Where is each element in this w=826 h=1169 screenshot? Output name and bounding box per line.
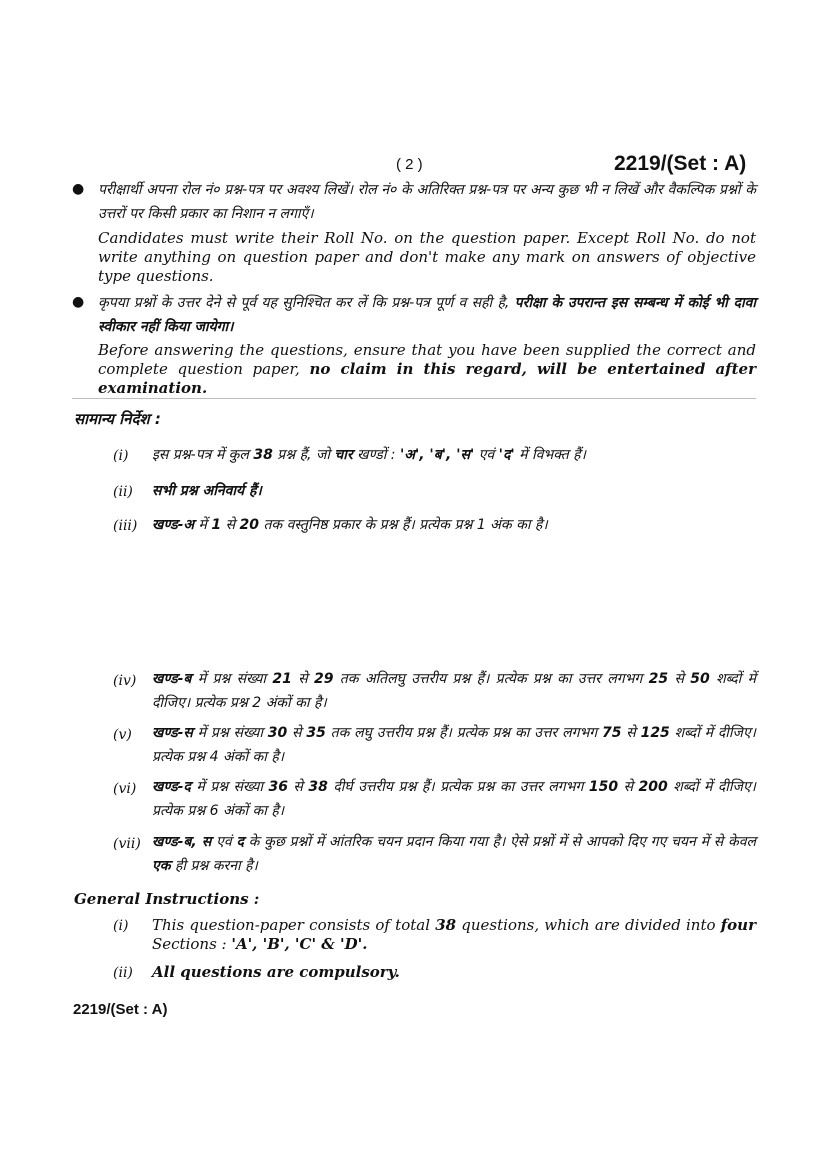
samanya-num-4: (iv)	[113, 673, 137, 689]
text: तक अतिलघु उत्तरीय प्रश्न हैं। प्रत्येक प्रश्न का उत्तर लगभग	[333, 671, 649, 687]
note-1-hindi: परीक्षार्थी अपना रोल नं० प्रश्न-पत्र पर अवश्य लिखें। रोल नं० के अतिरिक्त प्रश्न-पत्र पर अन्य कुछ भी न लिखें और वैकल्पिक प्रश्नों के उत्तरों पर किसी प्रकार का निशान न लगाएँ।	[98, 182, 756, 222]
paper-code-footer: 2219/(Set : A)	[73, 1001, 168, 1018]
text: द	[236, 834, 244, 850]
text: Sections :	[152, 935, 232, 953]
text: 125	[640, 725, 670, 741]
text: 150	[588, 779, 619, 795]
text: प्रश्न हैं, जो	[272, 447, 335, 463]
general-num-2: (ii)	[113, 965, 133, 981]
text: 75	[602, 725, 622, 741]
text: शब्दों में दीजिए। प्रत्येक प्रश्न 6 अंकों का है।	[152, 779, 756, 819]
text: दीर्घ उत्तरीय प्रश्न हैं। प्रत्येक प्रश्न का उत्तर लगभग	[327, 779, 589, 795]
text: 1	[211, 517, 222, 533]
samanya-item-1	[152, 443, 756, 467]
samanya-item-4	[152, 667, 756, 715]
text: 38	[308, 779, 328, 795]
text: 30	[267, 725, 288, 741]
samanya-item-3	[152, 513, 756, 537]
text: में प्रश्न संख्या	[192, 725, 268, 741]
samanya-heading: सामान्य निर्देश :	[74, 410, 161, 428]
text: से	[618, 779, 639, 795]
text: से	[621, 725, 641, 741]
text: 21	[272, 671, 292, 687]
text: से	[221, 517, 240, 533]
text: खण्ड-स	[152, 725, 193, 741]
text: 25	[648, 671, 669, 687]
text: में प्रश्न संख्या	[190, 779, 269, 795]
text: 36	[268, 779, 288, 795]
text: में प्रश्न संख्या	[191, 671, 273, 687]
text: सभी प्रश्न अनिवार्य हैं।	[152, 483, 262, 499]
text: questions, which are divided into	[456, 916, 721, 934]
note-2-english-text: Before answering the questions, ensure that you have been supplied the correct and complete question paper,	[98, 341, 756, 378]
text: खण्ड-ब	[152, 671, 192, 687]
paper-code-header: 2219/(Set : A)	[614, 152, 747, 175]
text: से	[287, 725, 307, 741]
divider	[72, 398, 756, 399]
text: 'A', 'B', 'C' & 'D'.	[231, 935, 368, 953]
samanya-item-2	[152, 479, 756, 503]
text: खण्डों :	[352, 447, 400, 463]
samanya-num-1: (i)	[113, 448, 129, 464]
note-2-hindi	[98, 291, 756, 339]
samanya-item-6	[152, 775, 756, 823]
note-2-hindi-text: कृपया प्रश्नों के उत्तर देने से पूर्व यह सुनिश्चित कर लें कि प्रश्न-पत्र पूर्ण व सही है,	[98, 295, 515, 311]
text: तक वस्तुनिष्ठ प्रकार के प्रश्न हैं। प्रत्येक प्रश्न 1 अंक का है।	[259, 517, 548, 533]
text: में	[194, 517, 212, 533]
text: 'द'	[498, 447, 515, 463]
bullet-1: ●	[72, 181, 85, 197]
note-2-english-bold: no claim in this regard, will be entertained after examination.	[98, 360, 756, 397]
text: 'अ', 'ब', 'स'	[399, 447, 475, 463]
general-item-1	[152, 916, 756, 954]
samanya-num-5: (v)	[113, 727, 132, 743]
text: ही प्रश्न करना है।	[170, 858, 258, 874]
samanya-item-7	[152, 830, 756, 878]
bullet-2: ●	[72, 294, 85, 310]
text: से	[291, 671, 314, 687]
text: चार	[334, 447, 353, 463]
text: 38	[253, 447, 273, 463]
text: All questions are compulsory.	[152, 963, 400, 981]
samanya-num-7: (vii)	[113, 836, 141, 852]
text: एवं	[211, 834, 237, 850]
text: This question-paper consists of total	[152, 916, 436, 934]
text: 200	[638, 779, 668, 795]
text: से	[668, 671, 691, 687]
samanya-num-3: (iii)	[113, 518, 138, 534]
text: खण्ड-अ	[152, 517, 195, 533]
text: 50	[690, 671, 710, 687]
text: 35	[306, 725, 326, 741]
text: में विभक्त हैं।	[514, 447, 586, 463]
text: एवं	[474, 447, 499, 463]
note-2-hindi-bold: परीक्षा के उपरान्त इस सम्बन्ध में कोई भी दावा स्वीकार नहीं किया जायेगा।	[98, 295, 756, 335]
text: तक लघु उत्तरीय प्रश्न हैं। प्रत्येक प्रश्न का उत्तर लगभग	[325, 725, 602, 741]
text: शब्दों में दीजिए। प्रत्येक प्रश्न 4 अंकों का है।	[152, 725, 756, 765]
page-number: ( 2 )	[396, 156, 423, 173]
text: के कुछ प्रश्नों में आंतरिक चयन प्रदान किया गया है। ऐसे प्रश्नों में से आपको दिए गए चयन में से केवल	[243, 834, 756, 850]
text: 29	[313, 671, 334, 687]
text: एक	[152, 858, 171, 874]
samanya-num-2: (ii)	[113, 484, 133, 500]
text: four	[720, 916, 756, 934]
text: शब्दों में दीजिए। प्रत्येक प्रश्न 2 अंकों का है।	[152, 671, 757, 711]
samanya-num-6: (vi)	[113, 781, 137, 797]
text: 20	[239, 517, 259, 533]
note-1-english: Candidates must write their Roll No. on the question paper. Except Roll No. do not write anything on question paper and don't make any mark on answers of objective type questions.	[98, 229, 756, 285]
text: से	[287, 779, 309, 795]
text: 38	[435, 916, 457, 934]
note-2-english	[98, 341, 756, 398]
text: खण्ड-द	[152, 779, 191, 795]
general-num-1: (i)	[113, 918, 129, 934]
general-item-2	[152, 963, 756, 982]
samanya-item-5	[152, 721, 756, 769]
general-heading: General Instructions :	[74, 890, 260, 908]
text: इस प्रश्न-पत्र में कुल	[152, 447, 254, 463]
text: खण्ड-ब, स	[152, 834, 212, 850]
